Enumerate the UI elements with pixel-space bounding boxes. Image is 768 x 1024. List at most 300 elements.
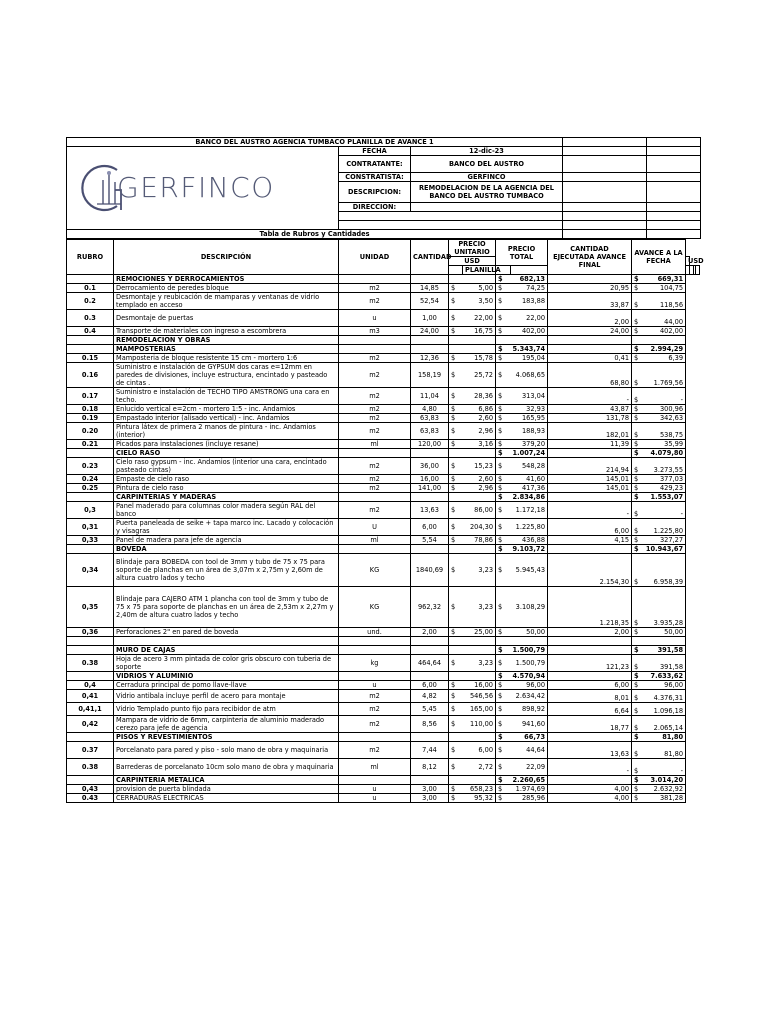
col-usd: USD <box>686 257 690 266</box>
table-row <box>67 388 700 405</box>
avance-cell: - <box>644 759 686 776</box>
currency-symbol: $ <box>449 405 463 414</box>
table-cell <box>411 672 449 681</box>
description-cell: Enlucido vertical e=2cm - mortero 1:5 - inc. Andamios <box>114 405 339 414</box>
rubro-cell: 0.4 <box>67 327 114 336</box>
rubro-cell: 0.38 <box>67 655 114 672</box>
total-price-cell: 402,00 <box>511 327 548 336</box>
gerfinco-logo-icon <box>75 160 123 216</box>
rubro-cell: 0.21 <box>67 440 114 449</box>
table-row <box>67 363 700 388</box>
description-cell: Empaste de cielo raso <box>114 475 339 484</box>
description-cell: Desmontaje y reubicación de mamparas y ventanas de vidrio templado en acceso <box>114 293 339 310</box>
currency-symbol: $ <box>496 275 511 284</box>
items-body <box>67 275 700 803</box>
empty-cell <box>114 637 339 646</box>
table-cell <box>339 672 411 681</box>
section-rubro <box>67 733 114 742</box>
currency-symbol: $ <box>632 716 644 733</box>
unit-cell: ml <box>339 536 411 545</box>
table-cell <box>339 646 411 655</box>
table-cell <box>339 776 411 785</box>
total-price-cell: 941,60 <box>511 716 548 733</box>
currency-symbol: $ <box>632 794 644 803</box>
table-row <box>67 458 700 475</box>
avance-cell: 6,39 <box>644 354 686 363</box>
table-cell <box>339 345 411 354</box>
col-avance-fecha: AVANCE A LA FECHA <box>632 240 686 275</box>
group-name: REMODELACION Y OBRAS <box>114 336 339 345</box>
table-cell <box>67 336 114 345</box>
total-price-cell: 96,00 <box>511 681 548 690</box>
quantity-cell: 36,00 <box>411 458 449 475</box>
unit-price-cell: 6,86 <box>463 405 496 414</box>
unit-cell: m2 <box>339 405 411 414</box>
currency-symbol: $ <box>632 423 644 440</box>
table-cell <box>411 275 449 284</box>
empty-cell <box>644 637 686 646</box>
description-cell: CERRADURAS ELECTRICAS <box>114 794 339 803</box>
unit-cell: m2 <box>339 284 411 293</box>
quantity-cell: 5,45 <box>411 703 449 716</box>
avance-cell: 327,27 <box>644 536 686 545</box>
quantity-cell: 52,54 <box>411 293 449 310</box>
table-title: Tabla de Rubros y Cantidades <box>67 230 563 239</box>
avance-cell: - <box>644 502 686 519</box>
rubro-cell: 0,42 <box>67 716 114 733</box>
section-name: VIDRIOS Y ALUMINIO <box>114 672 339 681</box>
table-cell <box>411 776 449 785</box>
table-row <box>67 484 700 493</box>
unit-cell: m2 <box>339 354 411 363</box>
unit-price-cell: 16,75 <box>463 327 496 336</box>
table-row <box>67 742 700 759</box>
table-cell <box>463 493 496 502</box>
table-cell <box>411 733 449 742</box>
quantity-cell: 4,82 <box>411 690 449 703</box>
table-cell <box>548 275 632 284</box>
table-row <box>67 681 700 690</box>
quantity-cell: 8,12 <box>411 759 449 776</box>
total-price-cell: 22,00 <box>511 310 548 327</box>
rubro-cell: 0,33 <box>67 536 114 545</box>
items-table <box>66 239 704 803</box>
executed-qty-cell: 68,80 <box>548 363 632 388</box>
currency-symbol: $ <box>632 703 644 716</box>
currency-symbol: $ <box>632 655 644 672</box>
executed-qty-cell: 43,87 <box>548 405 632 414</box>
currency-symbol: $ <box>496 554 511 587</box>
currency-symbol: $ <box>632 690 644 703</box>
section-avance: 391,58 <box>644 646 686 655</box>
total-price-cell: 22,09 <box>511 759 548 776</box>
planilla-label: PLANILLA <box>463 266 496 275</box>
currency-symbol: $ <box>632 363 644 388</box>
section-row <box>67 345 700 354</box>
section-total: 1.007,24 <box>511 449 548 458</box>
unit-cell: m2 <box>339 716 411 733</box>
unit-cell: ml <box>339 440 411 449</box>
table-cell <box>463 449 496 458</box>
executed-qty-cell: - <box>548 502 632 519</box>
table-cell <box>449 646 463 655</box>
col-precio-unitario: PRECIO UNITARIO <box>449 240 496 257</box>
unit-price-cell: 2,96 <box>463 484 496 493</box>
quantity-cell: 6,00 <box>411 681 449 690</box>
table-row <box>67 354 700 363</box>
unit-cell: KG <box>339 587 411 628</box>
description-cell: Panel maderado para columnas color madera según RAL del banco <box>114 502 339 519</box>
section-avance: 7.633,62 <box>644 672 686 681</box>
quantity-cell: 962,32 <box>411 587 449 628</box>
avance-cell: 538,75 <box>644 423 686 440</box>
unit-cell: und. <box>339 628 411 637</box>
currency-symbol: $ <box>449 502 463 519</box>
table-cell <box>548 345 632 354</box>
currency-symbol: $ <box>449 794 463 803</box>
currency-symbol: $ <box>632 475 644 484</box>
currency-symbol: $ <box>632 458 644 475</box>
currency-symbol: $ <box>496 293 511 310</box>
table-cell <box>463 545 496 554</box>
col-rubro: RUBRO <box>67 240 114 275</box>
section-total: 2.260,65 <box>511 776 548 785</box>
currency-symbol: $ <box>496 519 511 536</box>
avance-cell: 1.225,80 <box>644 519 686 536</box>
description-cell: Picados para instalaciones (incluye resane) <box>114 440 339 449</box>
currency-symbol: $ <box>449 655 463 672</box>
table-cell <box>449 776 463 785</box>
total-price-cell: 1.172,18 <box>511 502 548 519</box>
section-row <box>67 672 700 681</box>
table-cell <box>463 646 496 655</box>
table-row <box>67 284 700 293</box>
table-cell <box>496 336 511 345</box>
currency-symbol: $ <box>496 423 511 440</box>
currency-symbol: $ <box>632 388 644 405</box>
currency-symbol: $ <box>496 484 511 493</box>
description-cell: Transporte de materiales con ingreso a escombrera <box>114 327 339 336</box>
table-cell <box>548 545 632 554</box>
table-row <box>67 440 700 449</box>
unit-price-cell: 78,86 <box>463 536 496 545</box>
unit-cell: m2 <box>339 414 411 423</box>
description-cell: Hoja de acero 3 mm pintada de color gris obscuro con tuberia de soporte <box>114 655 339 672</box>
table-row <box>67 475 700 484</box>
quantity-cell: 2,00 <box>411 628 449 637</box>
unit-cell: ml <box>339 759 411 776</box>
description-cell: Vidrio antibala incluye perfil de acero para montaje <box>114 690 339 703</box>
company-logo <box>67 147 339 230</box>
total-price-cell: 5.945,43 <box>511 554 548 587</box>
currency-symbol: $ <box>449 785 463 794</box>
executed-qty-cell: 8,01 <box>548 690 632 703</box>
avance-cell: 35,99 <box>644 440 686 449</box>
empty-cell <box>463 637 496 646</box>
currency-symbol: $ <box>449 293 463 310</box>
section-name: CIELO RASO <box>114 449 339 458</box>
description-cell: Empastado interior (alisado vertical) - inc. Andamios <box>114 414 339 423</box>
total-price-cell: 417,36 <box>511 484 548 493</box>
total-price-cell: 165,95 <box>511 414 548 423</box>
unit-cell: m2 <box>339 742 411 759</box>
currency-symbol: $ <box>449 554 463 587</box>
executed-qty-cell: 20,95 <box>548 284 632 293</box>
executed-qty-cell: 0,41 <box>548 354 632 363</box>
description-cell: Suministro e instalación de TECHO TIPO AMSTRONG una cara en techo. <box>114 388 339 405</box>
currency-symbol: $ <box>496 363 511 388</box>
unit-price-cell: 3,50 <box>463 293 496 310</box>
currency-symbol: $ <box>496 536 511 545</box>
executed-qty-cell: 6,00 <box>548 681 632 690</box>
currency-symbol: $ <box>632 785 644 794</box>
report-title: BANCO DEL AUSTRO AGENCIA TUMBACO PLANILLA DE AVANCE 1 <box>67 138 563 147</box>
total-price-cell: 313,04 <box>511 388 548 405</box>
currency-symbol: $ <box>632 554 644 587</box>
quantity-cell: 8,56 <box>411 716 449 733</box>
avance-cell: 300,96 <box>644 405 686 414</box>
quantity-cell: 63,83 <box>411 414 449 423</box>
avance-cell: 342,63 <box>644 414 686 423</box>
section-rubro <box>67 449 114 458</box>
empty-cell <box>511 637 548 646</box>
table-row <box>67 414 700 423</box>
field-value <box>411 203 563 212</box>
avance-cell: 2.065,14 <box>644 716 686 733</box>
currency-symbol: $ <box>496 449 511 458</box>
avance-cell: 118,56 <box>644 293 686 310</box>
unit-price-cell: 16,00 <box>463 681 496 690</box>
section-name: CARPINTERIA METALICA <box>114 776 339 785</box>
unit-price-cell: 3,23 <box>463 655 496 672</box>
col-usd: USD <box>449 257 496 266</box>
rubro-cell: 0.38 <box>67 759 114 776</box>
currency-symbol: $ <box>632 628 644 637</box>
table-row <box>67 785 700 794</box>
total-price-cell: 3.108,29 <box>511 587 548 628</box>
unit-price-cell: 25,00 <box>463 628 496 637</box>
unit-price-cell: 3,23 <box>463 554 496 587</box>
description-cell: Cielo raso gypsum - inc. Andamios (interior una cara, encintado pasteado cintas) <box>114 458 339 475</box>
quantity-cell: 1840,69 <box>411 554 449 587</box>
field-label: CONSTRATISTA: <box>339 173 411 182</box>
avance-cell: 50,00 <box>644 628 686 637</box>
table-cell <box>449 493 463 502</box>
rubro-cell: 0,43 <box>67 785 114 794</box>
description-cell: Barrederas de porcelanato 10cm solo mano de obra y maquinaria <box>114 759 339 776</box>
empty-cell <box>339 637 411 646</box>
total-price-cell: 898,92 <box>511 703 548 716</box>
table-row <box>67 716 700 733</box>
table-cell <box>463 336 496 345</box>
unit-cell: u <box>339 681 411 690</box>
table-cell <box>449 275 463 284</box>
table-row <box>67 502 700 519</box>
section-avance: 669,31 <box>644 275 686 284</box>
unit-cell: m2 <box>339 423 411 440</box>
currency-symbol: $ <box>632 502 644 519</box>
currency-symbol: $ <box>632 345 644 354</box>
col-cantidad: CANTIDAD <box>411 240 449 275</box>
table-cell <box>644 336 686 345</box>
table-cell <box>339 449 411 458</box>
avance-cell: 104,75 <box>644 284 686 293</box>
executed-qty-cell: 145,01 <box>548 484 632 493</box>
executed-qty-cell: 214,94 <box>548 458 632 475</box>
table-cell <box>339 733 411 742</box>
unit-price-cell: 2,72 <box>463 759 496 776</box>
total-price-cell: 2.634,42 <box>511 690 548 703</box>
field-value: GERFINCO <box>411 173 563 182</box>
currency-symbol: $ <box>632 759 644 776</box>
executed-qty-cell: 145,01 <box>548 475 632 484</box>
rubro-cell: 0.25 <box>67 484 114 493</box>
section-total: 5.343,74 <box>511 345 548 354</box>
table-cell <box>449 336 463 345</box>
section-row <box>67 493 700 502</box>
section-rubro <box>67 646 114 655</box>
currency-symbol: $ <box>496 716 511 733</box>
section-avance: 3.014,20 <box>644 776 686 785</box>
table-cell <box>548 336 632 345</box>
currency-symbol: $ <box>632 449 644 458</box>
section-row <box>67 646 700 655</box>
table-cell <box>463 776 496 785</box>
table-cell <box>548 672 632 681</box>
table-row <box>67 794 700 803</box>
section-total: 682,13 <box>511 275 548 284</box>
field-value: BANCO DEL AUSTRO <box>411 156 563 173</box>
currency-symbol: $ <box>496 703 511 716</box>
description-cell: provision de puerta blindada <box>114 785 339 794</box>
rubro-cell: 0,3 <box>67 502 114 519</box>
quantity-cell: 3,00 <box>411 785 449 794</box>
currency-symbol: $ <box>449 284 463 293</box>
empty-cell <box>67 637 114 646</box>
currency-symbol: $ <box>496 327 511 336</box>
table-cell <box>339 493 411 502</box>
executed-qty-cell: 2.154,30 <box>548 554 632 587</box>
col-unidad: UNIDAD <box>339 240 411 275</box>
currency-symbol: $ <box>632 414 644 423</box>
table-row <box>67 423 700 440</box>
quantity-cell: 14,85 <box>411 284 449 293</box>
rubro-cell: 0,35 <box>67 587 114 628</box>
currency-symbol: $ <box>449 484 463 493</box>
quantity-cell: 6,00 <box>411 519 449 536</box>
unit-cell: u <box>339 785 411 794</box>
description-cell: Desmontaje de puertas <box>114 310 339 327</box>
currency-symbol: $ <box>496 776 511 785</box>
unit-price-cell: 110,00 <box>463 716 496 733</box>
quantity-cell: 63,83 <box>411 423 449 440</box>
currency-symbol: $ <box>632 536 644 545</box>
group-row <box>67 336 700 345</box>
table-cell <box>449 672 463 681</box>
empty-cell <box>449 637 463 646</box>
executed-qty-cell: 13,63 <box>548 742 632 759</box>
description-cell: Suministro e instalación de GYPSUM dos caras e=12mm en paredes de divisiones, incluye estructura, encintado y pasteado de cintas . <box>114 363 339 388</box>
total-price-cell: 50,00 <box>511 628 548 637</box>
table-cell <box>411 646 449 655</box>
quantity-cell: 11,04 <box>411 388 449 405</box>
description-cell: Derrocamiento de peredes bloque <box>114 284 339 293</box>
section-avance: 2.994,29 <box>644 345 686 354</box>
table-row <box>67 690 700 703</box>
rubro-cell: 0,36 <box>67 628 114 637</box>
executed-qty-cell: 6,64 <box>548 703 632 716</box>
field-label: DESCRIPCION: <box>339 182 411 203</box>
section-rubro <box>67 493 114 502</box>
currency-symbol: $ <box>449 310 463 327</box>
section-avance: 4.079,80 <box>644 449 686 458</box>
currency-symbol: $ <box>449 327 463 336</box>
field-label: DIRECCION: <box>339 203 411 212</box>
currency-symbol: $ <box>449 587 463 628</box>
executed-qty-cell: 33,87 <box>548 293 632 310</box>
table-cell <box>548 449 632 458</box>
currency-symbol: $ <box>496 345 511 354</box>
unit-price-cell: 2,60 <box>463 475 496 484</box>
description-cell: Blindaje para BOBEDA con tool de 3mm y tubo de 75 x 75 para soporte de planchas en un área de 3,07m x 2,75m y 2,60m de altura cuatro lados y techo <box>114 554 339 587</box>
total-price-cell: 1.500,79 <box>511 655 548 672</box>
executed-qty-cell: 4,15 <box>548 536 632 545</box>
table-row <box>67 759 700 776</box>
currency-symbol: $ <box>496 388 511 405</box>
table-row <box>67 405 700 414</box>
currency-symbol: $ <box>496 628 511 637</box>
currency-symbol: $ <box>632 310 644 327</box>
total-price-cell: 379,20 <box>511 440 548 449</box>
quantity-cell: 16,00 <box>411 475 449 484</box>
unit-cell: u <box>339 794 411 803</box>
unit-price-cell: 658,23 <box>463 785 496 794</box>
total-price-cell: 74,25 <box>511 284 548 293</box>
field-value: 12-dic-23 <box>411 147 563 156</box>
unit-cell: m2 <box>339 484 411 493</box>
unit-price-cell: 204,30 <box>463 519 496 536</box>
table-cell <box>548 776 632 785</box>
unit-cell: m2 <box>339 690 411 703</box>
currency-symbol: $ <box>449 363 463 388</box>
executed-qty-cell: - <box>548 388 632 405</box>
total-price-cell: 285,96 <box>511 794 548 803</box>
table-cell <box>411 345 449 354</box>
currency-symbol: $ <box>449 458 463 475</box>
quantity-cell: 24,00 <box>411 327 449 336</box>
currency-symbol: $ <box>449 628 463 637</box>
currency-symbol: $ <box>632 519 644 536</box>
table-row <box>67 628 700 637</box>
total-price-cell: 195,04 <box>511 354 548 363</box>
field-label: CONTRATANTE: <box>339 156 411 173</box>
empty-cell <box>496 637 511 646</box>
executed-qty-cell: 2,00 <box>548 310 632 327</box>
currency-symbol: $ <box>632 284 644 293</box>
section-rubro <box>67 776 114 785</box>
section-name: CARPINTERIAS Y MADERAS <box>114 493 339 502</box>
currency-symbol: $ <box>496 794 511 803</box>
quantity-cell: 158,19 <box>411 363 449 388</box>
rubro-cell: 0.23 <box>67 458 114 475</box>
section-total: 2.834,86 <box>511 493 548 502</box>
currency-symbol: $ <box>496 414 511 423</box>
field-label: FECHA <box>339 147 411 156</box>
spreadsheet <box>66 137 704 887</box>
currency-symbol: $ <box>449 716 463 733</box>
description-cell: Panel de madera para jefe de agencia <box>114 536 339 545</box>
table-cell <box>339 545 411 554</box>
